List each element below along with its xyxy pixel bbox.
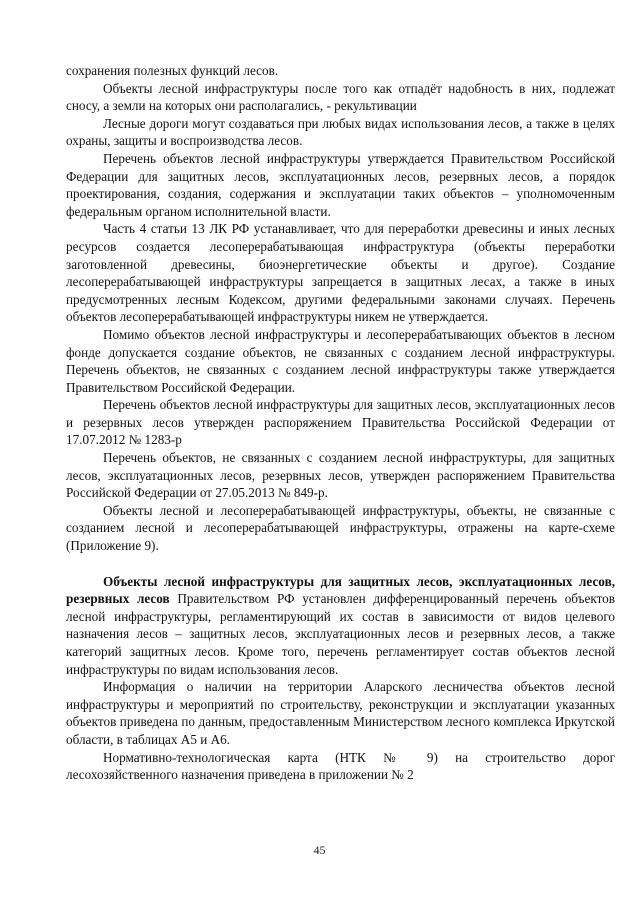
page-number: 45	[313, 843, 326, 857]
section-spacer	[66, 555, 615, 573]
section-paragraph	[66, 573, 615, 679]
section-heading: Объекты лесной инфраструктуры для защитных лесов, эксплуатационных лесов, резервных лесов	[66, 573, 615, 607]
section-text: Правительством РФ установлен дифференцированный перечень объектов лесной инфраструктуры, регламентирующий их состав в зависимости от видов целевого назначения лесов – защитных лесов, эксплуатационных лесов и резервных лесов, а также категорий защитных лесов. Кроме того, перечень регламентирует состав объектов лесной инфраструктуры по видам использования лесов.	[66, 591, 615, 677]
paragraph-4: Перечень объектов лесной инфраструктуры утверждается Правительством Российской Федерации для защитных лесов, эксплуатационных лесов, резервных лесов, а порядок проектирования, создания, содержания и эксплуатации таких объектов – уполномоченным федеральным органом исполнительной власти.	[66, 150, 615, 219]
paragraph-5: Часть 4 статьи 13 ЛК РФ устанавливает, что для переработки древесины и иных лесных ресурсов создается лесоперерабатывающая инфраструктура (объекты переработки заготовленной древесины, биоэнергетические объекты и другое). Создание лесоперерабатывающей инфраструктуры запрещается в защитных лесах, а также в иных предусмотренных лесным Кодексом, другими федеральными законами случаях. Перечень объектов лесоперерабатывающей инфраструктуры никем не утверждается.	[66, 221, 615, 325]
paragraph-8: Перечень объектов, не связанных с созданием лесной инфраструктуры, для защитных лесов, эксплуатационных лесов, резервных лесов, утвержден распоряжением Правительства Российской Федерации от 27.05.2013 № 849-р.	[66, 450, 615, 501]
paragraph-6: Помимо объектов лесной инфраструктуры и лесоперерабатывающих объектов в лесном фонде допускается создание объектов, не связанных с созданием лесной инфраструктуры. Перечень объектов, не связанных с созданием лесной инфраструктуры также утверждается Правительством Российской Федерации.	[66, 326, 615, 395]
paragraph-3: Лесные дороги могут создаваться при любых видах использования лесов, а также в целях охраны, защиты и воспроизводства лесов.	[66, 115, 615, 149]
page-body	[66, 62, 615, 784]
paragraph-9: Объекты лесной и лесоперерабатывающей инфраструктуры, объекты, не связанные с созданием лесной и лесоперерабатывающей инфраструктуры, отражены на карте-схеме (Приложение 9).	[66, 502, 615, 554]
paragraph-10: Информация о наличии на территории Аларского лесничества объектов лесной инфраструктуры и мероприятий по строительству, реконструкции и эксплуатации указанных объектов приведена по данным, предоставленным Министерством лесного комплекса Иркутской области, в таблицах А5 и А6.	[66, 679, 615, 747]
paragraph-2: Объекты лесной инфраструктуры после того как отпадёт надобность в них, подлежат сносу, а земли на которых они располагались, - рекультивации	[66, 80, 615, 114]
paragraph-7: Перечень объектов лесной инфраструктуры для защитных лесов, эксплуатационных лесов и резервных лесов утвержден распоряжением Правительства Российской Федерации от 17.07.2012 № 1283-р	[66, 397, 615, 448]
paragraph-1: сохранения полезных функций лесов.	[66, 63, 279, 78]
paragraph-11: Нормативно-технологическая карта (НТК № 9) на строительство дорог лесохозяйственного назначения приведена в приложении № 2	[66, 749, 615, 783]
